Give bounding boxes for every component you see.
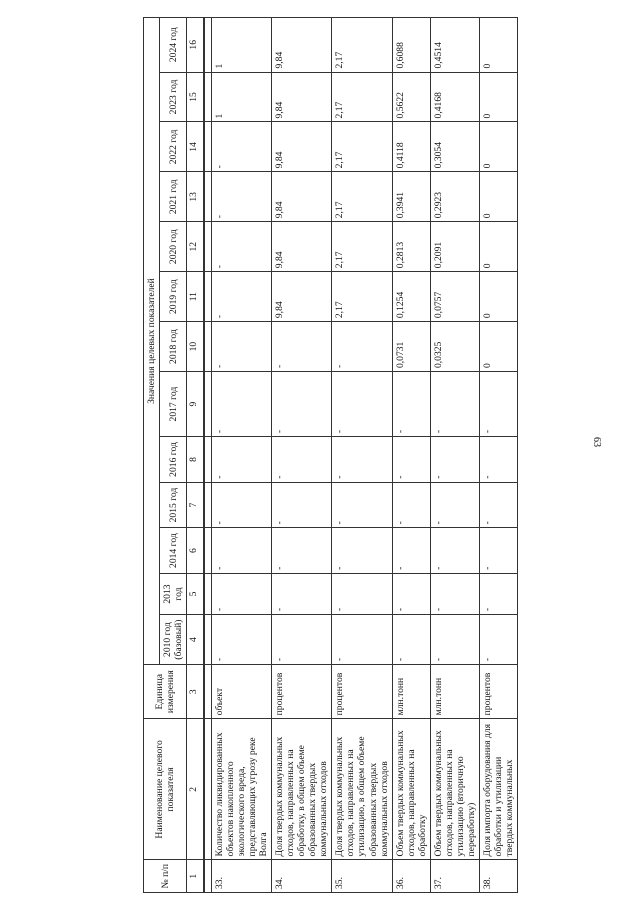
value-cell: 0,1254 [392,272,430,322]
value-cell: - [392,372,430,437]
value-cell: - [212,528,272,574]
column-number-row [187,18,205,893]
unit-header: Единица измерения [144,665,187,719]
value-cell: 2,17 [332,272,392,322]
spacer-cell [204,437,212,483]
value-cell: 0 [479,122,517,172]
column-number: 12 [187,222,205,272]
spacer-cell [204,573,212,614]
table-row [479,18,517,893]
value-cell: - [479,437,517,483]
value-cell: - [392,615,430,665]
value-cell: 9,84 [272,222,332,272]
value-cell: 1 [212,18,272,73]
value-cell: - [332,573,392,614]
value-cell: 0,0757 [430,272,479,322]
spacer-cell [204,18,212,73]
value-cell: 0,4168 [430,72,479,122]
value-cell: 9,84 [272,18,332,73]
year-header: 2022 год [160,122,187,172]
value-cell: 0,4514 [430,18,479,73]
spacer-cell [204,372,212,437]
value-cell: 0,3054 [430,122,479,172]
value-cell: - [212,372,272,437]
value-cell: 2,17 [332,18,392,73]
value-cell: - [212,122,272,172]
value-cell: - [332,615,392,665]
value-cell: 0,5622 [392,72,430,122]
value-cell: - [272,528,332,574]
value-cell: 2,17 [332,172,392,222]
column-number: 6 [187,528,205,574]
values-header: Значения целевых показателей [144,18,160,665]
column-number: 9 [187,372,205,437]
spacer-cell [204,665,212,719]
value-cell: 0,2813 [392,222,430,272]
row-number: 37. [430,860,479,893]
value-cell: - [212,437,272,483]
indicator-name: Доля импорта оборудования для обработки и утилизации твердых коммунальных [479,719,517,860]
column-number: 16 [187,18,205,73]
row-number: 34. [272,860,332,893]
column-number: 14 [187,122,205,172]
value-cell: 0,0325 [430,322,479,372]
value-cell: - [212,322,272,372]
rotated-table-sheet [143,17,640,893]
value-cell: - [392,437,430,483]
year-header: 2017 год [160,372,187,437]
page-number: 63 [591,437,602,447]
row-number: 36. [392,860,430,893]
table-row [272,18,332,893]
column-number: 13 [187,172,205,222]
value-cell: - [272,615,332,665]
value-cell: - [479,573,517,614]
column-number: 2 [187,719,205,860]
value-cell: 2,17 [332,222,392,272]
value-cell: - [272,372,332,437]
year-header: 2024 год [160,18,187,73]
value-cell: 0,4118 [392,122,430,172]
spacer-cell [204,528,212,574]
unit-cell: млн.тонн [392,665,430,719]
spacer-cell [204,72,212,122]
table-body [204,18,517,893]
value-cell: 0 [479,18,517,73]
unit-cell: процентов [332,665,392,719]
spacer-cell [204,272,212,322]
year-header: 2016 год [160,437,187,483]
unit-cell: млн.тонн [430,665,479,719]
value-cell: - [212,172,272,222]
indicator-name: Доля твердых коммунальных отходов, направленных на обработку, в общем объеме образованных твердых коммунальных отходов [272,719,332,860]
value-cell: 0,2923 [430,172,479,222]
spacer-cell [204,222,212,272]
table-row [392,18,430,893]
value-cell: - [332,372,392,437]
indicator-name: Количество ликвидированных объектов накопленного экологического вреда, представляющих угрозу реке Волга [212,719,272,860]
value-cell: - [430,573,479,614]
value-cell: - [212,272,272,322]
value-cell: 0 [479,272,517,322]
value-cell: - [212,615,272,665]
row-number: 38. [479,860,517,893]
value-cell: - [392,482,430,528]
unit-cell: процентов [479,665,517,719]
year-header: 2013 год [160,573,187,614]
row-number: 33. [212,860,272,893]
value-cell: - [430,482,479,528]
row-number: 35. [332,860,392,893]
column-number: 11 [187,272,205,322]
value-cell: 9,84 [272,122,332,172]
spacer-cell [204,482,212,528]
spacer-cell [204,122,212,172]
value-cell: - [332,322,392,372]
value-cell: 9,84 [272,72,332,122]
num-header: № п/п [144,860,187,893]
value-cell: 1 [212,72,272,122]
spacer-cell [204,719,212,860]
column-number: 7 [187,482,205,528]
value-cell: 0,3941 [392,172,430,222]
unit-cell: процентов [272,665,332,719]
value-cell: 0 [479,72,517,122]
spacer-cell [204,860,212,893]
year-header: 2018 год [160,322,187,372]
value-cell: - [479,528,517,574]
value-cell: - [332,482,392,528]
value-cell: 0 [479,222,517,272]
column-number: 3 [187,665,205,719]
value-cell: - [332,437,392,483]
value-cell: 0,6088 [392,18,430,73]
value-cell: 0 [479,322,517,372]
value-cell: - [332,528,392,574]
column-number: 5 [187,573,205,614]
value-cell: 2,17 [332,122,392,172]
year-header: 2023 год [160,72,187,122]
value-cell: - [479,372,517,437]
year-header: 2015 год [160,482,187,528]
column-number: 8 [187,437,205,483]
value-cell: - [272,437,332,483]
value-cell: 2,17 [332,72,392,122]
column-number: 15 [187,72,205,122]
spacer-cell [204,172,212,222]
year-header: 2020 год [160,222,187,272]
value-cell: 0,0731 [392,322,430,372]
year-header: 2014 год [160,528,187,574]
value-cell: - [392,573,430,614]
value-cell: - [212,482,272,528]
year-header: 2019 год [160,272,187,322]
table-row [212,18,272,893]
value-cell: - [430,615,479,665]
indicator-name: Объем твердых коммунальных отходов, направленных на обработку [392,719,430,860]
value-cell: - [212,222,272,272]
table-row [332,18,392,893]
value-cell: - [392,528,430,574]
value-cell: 9,84 [272,272,332,322]
value-cell: 9,84 [272,172,332,222]
value-cell: - [479,615,517,665]
value-cell: - [272,573,332,614]
value-cell: - [430,437,479,483]
unit-cell: объект [212,665,272,719]
indicator-name: Объем твердых коммунальных отходов, направленных на утилизацию (вторичную переработку) [430,719,479,860]
column-number: 1 [187,860,205,893]
year-header: 2021 год [160,172,187,222]
column-number: 10 [187,322,205,372]
target-indicators-table [143,17,518,893]
column-number: 4 [187,615,205,665]
value-cell: - [272,482,332,528]
value-cell: 0,2091 [430,222,479,272]
value-cell: 0 [479,172,517,222]
value-cell: - [212,573,272,614]
value-cell: - [430,372,479,437]
year-header: 2010 год (базовый) [160,615,187,665]
indicator-name: Доля твердых коммунальных отходов, направленных на утилизацию, в общем объеме образованных твердых коммунальных отходов [332,719,392,860]
spacer-row [204,18,212,893]
table-row [430,18,479,893]
name-header: Наименование целевого показателя [144,719,187,860]
value-cell: - [479,482,517,528]
spacer-cell [204,322,212,372]
header-row-top [144,18,160,893]
value-cell: - [430,528,479,574]
value-cell: - [272,322,332,372]
spacer-cell [204,615,212,665]
